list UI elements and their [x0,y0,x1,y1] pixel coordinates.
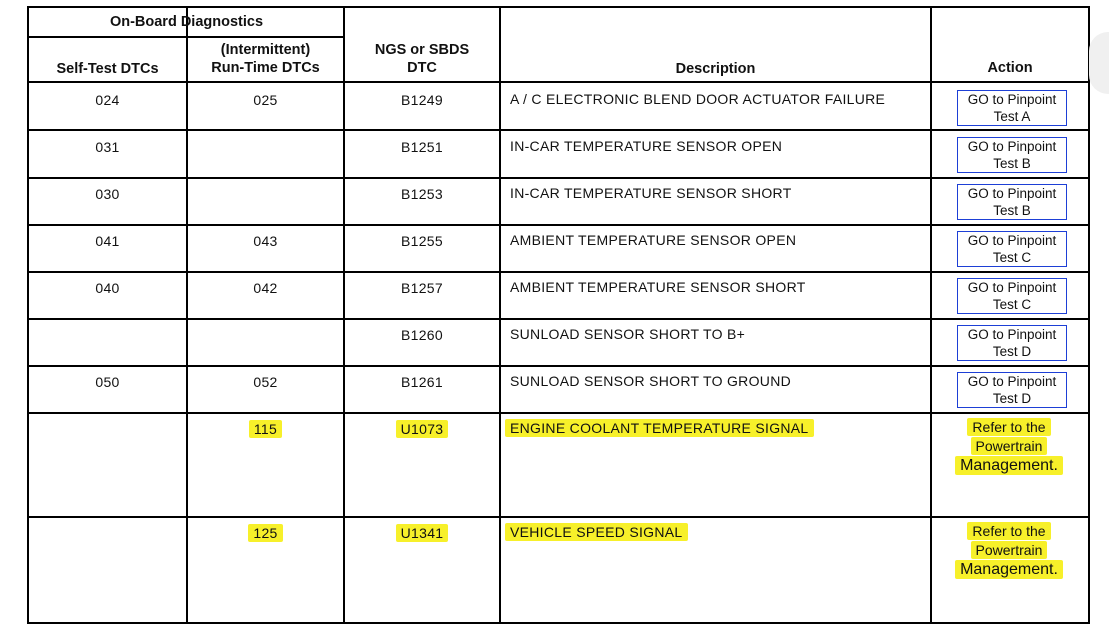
dtc-cell: B1251 [401,139,443,155]
highlighted-runtime-dtc: 125 [248,524,282,542]
self-test-cell: 041 [95,233,120,249]
action-line: Refer to the [967,418,1050,436]
action-line: Test B [993,156,1031,171]
pinpoint-test-link[interactable] [957,325,1067,361]
dtc-cell [345,525,499,542]
pinpoint-test-link[interactable] [957,137,1067,173]
row-divider [29,177,1088,179]
self-test-cell: 050 [95,374,120,390]
pinpoint-test-link[interactable] [957,231,1067,267]
col-divider [499,8,501,622]
runtime-cell: 043 [253,233,278,249]
dtc-table [27,6,1090,624]
action-line: Management. [955,456,1063,475]
highlighted-dtc: U1341 [396,524,449,542]
highlighted-runtime-dtc: 115 [249,420,282,438]
action-line: GO to Pinpoint [967,374,1057,389]
powertrain-reference [944,418,1074,475]
header-ngs-line1: NGS or SBDS [374,42,470,58]
dtc-cell: B1249 [401,92,443,108]
description-cell: IN-CAR TEMPERATURE SENSOR SHORT [510,185,792,201]
action-line: GO to Pinpoint [967,139,1057,154]
action-line: Test B [993,203,1031,218]
runtime-cell: 025 [253,92,278,108]
action-line: Management. [955,560,1063,579]
header-group-label: On-Board Diagnostics [109,14,264,30]
header-group-divider [29,36,344,38]
dtc-cell: B1257 [401,280,443,296]
col-divider [930,8,932,622]
action-line: Test D [992,344,1032,359]
dtc-cell: B1253 [401,186,443,202]
header-description: Description [675,61,756,77]
action-line: Test A [993,109,1031,124]
header-runtime-line1: (Intermittent) [220,42,311,58]
runtime-cell [188,525,343,542]
pinpoint-test-link[interactable] [957,184,1067,220]
description-cell: A / C ELECTRONIC BLEND DOOR ACTUATOR FAILURE [510,91,886,107]
header-self-test: Self-Test DTCs [56,61,159,77]
description-cell: SUNLOAD SENSOR SHORT TO GROUND [510,373,792,389]
header-ngs-line2: DTC [407,60,437,76]
pinpoint-test-link[interactable] [957,372,1067,408]
action-line: Refer to the [967,522,1050,540]
action-line: Powertrain [971,437,1048,455]
scroll-handle[interactable] [1089,32,1109,94]
highlighted-dtc: U1073 [396,420,449,438]
header-action: Action [987,60,1033,76]
pinpoint-test-link[interactable] [957,278,1067,314]
highlighted-description: VEHICLE SPEED SIGNAL [505,523,688,541]
action-line: Test C [992,250,1032,265]
self-test-cell: 024 [95,92,120,108]
header-runtime-line2: Run-Time DTCs [211,60,320,76]
row-divider [29,516,1088,518]
self-test-cell: 031 [95,139,120,155]
row-divider [29,365,1088,367]
self-test-cell: 030 [95,186,120,202]
action-line: Powertrain [971,541,1048,559]
runtime-cell: 042 [253,280,278,296]
action-line: GO to Pinpoint [967,186,1057,201]
dtc-cell: B1255 [401,233,443,249]
powertrain-reference [944,522,1074,579]
action-line: GO to Pinpoint [967,327,1057,342]
dtc-cell: B1261 [401,374,443,390]
action-line: GO to Pinpoint [967,280,1057,295]
action-line: Test C [992,297,1032,312]
row-divider [29,129,1088,131]
runtime-cell [188,421,343,438]
action-line: GO to Pinpoint [967,92,1057,107]
highlighted-description: ENGINE COOLANT TEMPERATURE SIGNAL [505,419,814,437]
row-divider [29,318,1088,320]
row-divider [29,412,1088,414]
row-divider [29,81,1088,83]
description-cell [505,420,814,437]
description-cell: AMBIENT TEMPERATURE SENSOR SHORT [510,279,806,295]
description-cell [505,524,688,541]
dtc-cell: B1260 [401,327,443,343]
pinpoint-test-link[interactable] [957,90,1067,126]
self-test-cell: 040 [95,280,120,296]
dtc-cell [345,421,499,438]
action-line: GO to Pinpoint [967,233,1057,248]
runtime-cell: 052 [253,374,278,390]
description-cell: IN-CAR TEMPERATURE SENSOR OPEN [510,138,783,154]
row-divider [29,224,1088,226]
description-cell: SUNLOAD SENSOR SHORT TO B+ [510,326,746,342]
action-line: Test D [992,391,1032,406]
description-cell: AMBIENT TEMPERATURE SENSOR OPEN [510,232,797,248]
row-divider [29,271,1088,273]
